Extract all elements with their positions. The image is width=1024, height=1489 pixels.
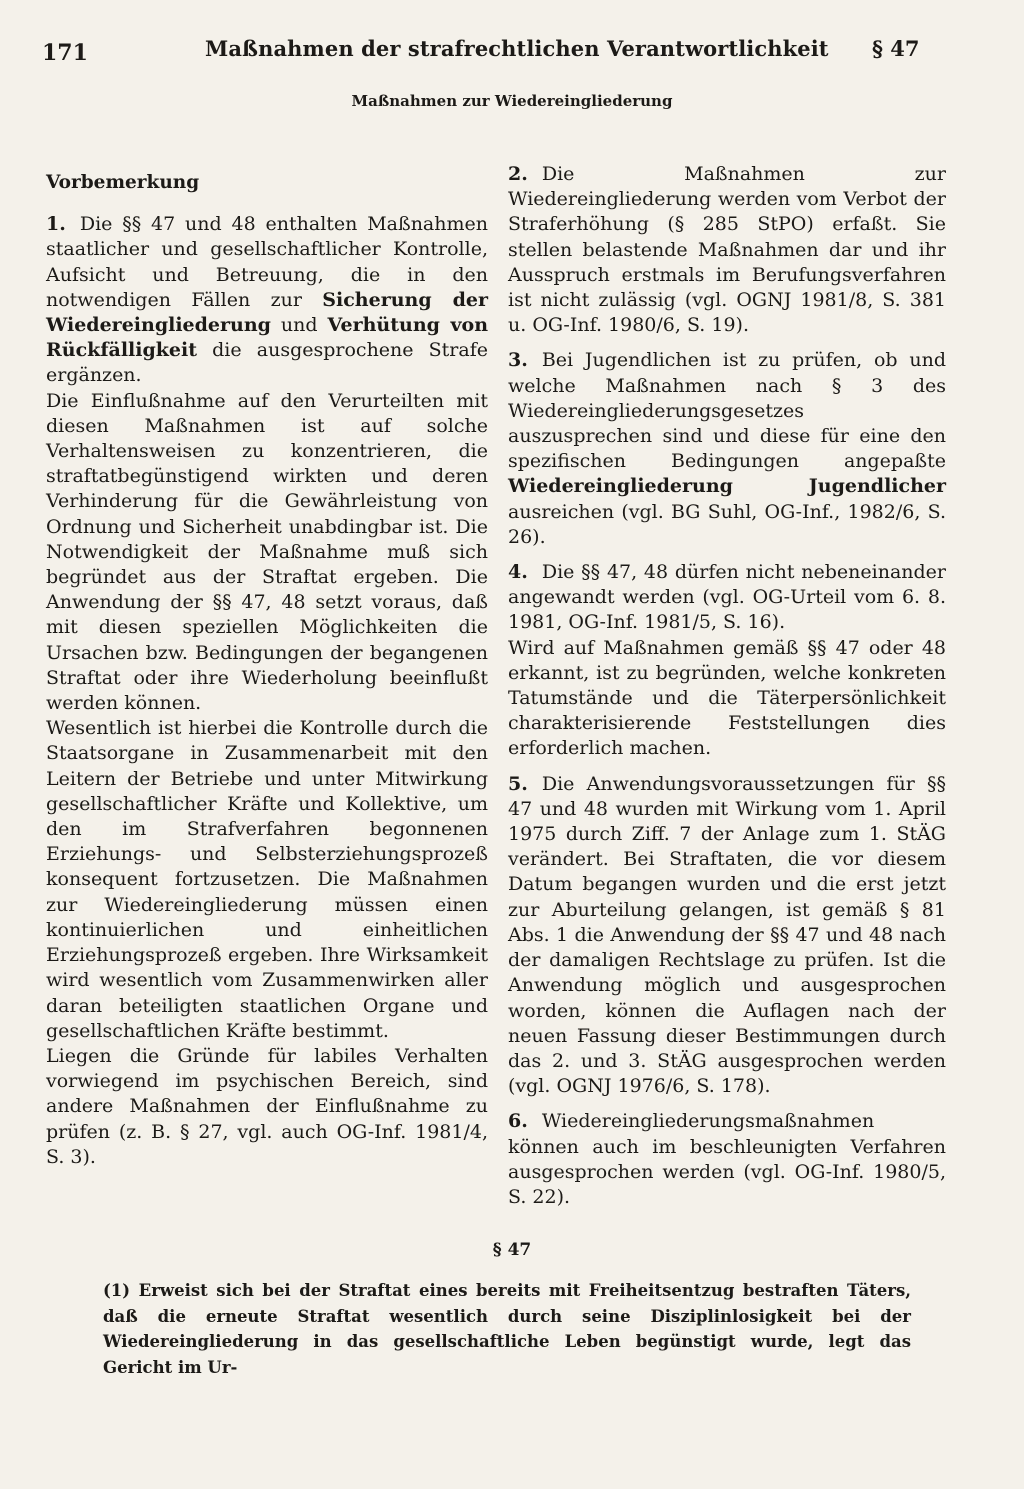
- text-run: Die Anwendungsvoraussetzungen für §§ 47 und 48 wurden mit Wirkung vom 1. April 1975 durch Ziff. 7 der Anlage zum 1. StÄG verändert. Bei Straftaten, die vor diesem Datum begangen wurden und die erst jetzt zur Aburteilung gelangen, ist gemäß § 81 Abs. 1 die Anwendung der §§ 47 und 48 nach der damaligen Rechtslage zu prüfen. Ist die Anwendung möglich und ausgesprochen worden, können die Auflagen nach der neuen Fassung dieser Bestimmungen durch das 2. und 3. StÄG ausgesprochen werden (vgl. OGNJ 1976/6, S. 178).: [508, 772, 946, 1098]
- paragraph-2: [508, 162, 946, 338]
- paragraph-number: 3.: [508, 349, 528, 372]
- right-column: [508, 162, 946, 1210]
- paragraph-number: 2.: [508, 163, 528, 185]
- section-mark: § 47: [872, 36, 920, 61]
- paragraph-influence: Die Einflußnahme auf den Verurteilten mit diesen Maßnahmen ist auf solche Verhaltensweisen zu konzentrieren, die straftatbegünstigend wirkten und deren Verhinderung für die Gewährleistung von Ordnung und Sicherheit unabdingbar ist. Die Notwendigkeit der Maßnahme muß sich begründet aus der Straftat ergeben. Die Anwendung der §§ 47, 48 setzt voraus, daß mit diesen speziellen Möglichkeiten die Ursachen bzw. Bedingungen der begangenen Straftat oder ihre Wiederholung beeinflußt werden können.: [46, 389, 488, 715]
- preface-heading: Vorbemerkung: [46, 172, 200, 193]
- paragraph-5: [508, 772, 946, 1100]
- paragraph-6: [508, 1109, 946, 1210]
- text-run: Wiedereingliederungsmaßnahmen können auch im beschleunigten Verfahren ausgesprochen werden (vgl. OG-Inf. 1980/5, S. 22).: [508, 1110, 946, 1208]
- paragraph-control: Wesentlich ist hierbei die Kontrolle durch die Staatsorgane in Zusammenarbeit mit den Leitern der Betriebe und unter Mitwirkung gesellschaftlicher Kräfte und Kollektive, um den im Strafverfahren begonnenen Erziehungs- und Selbsterziehungsprozeß konsequent fortzusetzen. Die Maßnahmen zur Wiedereingliederung müssen einen kontinuierlichen und einheitlichen Erziehungsprozeß ergeben. Ihre Wirksamkeit wird wesentlich vom Zusammenwirken aller daran beteiligten staatlichen Organe und gesellschaftlichen Kräfte bestimmt.: [46, 717, 488, 1042]
- law-paragraph-1: (1) Erweist sich bei der Straftat eines bereits mit Freiheitsentzug bestraften Täters, daß die erneute Straftat wesentlich durch seine Disziplinlosigkeit bei der Wiedereingliederung in das gesellschaftliche Leben begünstigt wurde, legt das Gericht im Ur-: [103, 1281, 911, 1377]
- bold-term: Verhütung von Rückfälligkeit: [46, 314, 489, 362]
- text-run: Die §§ 47, 48 dürfen nicht nebeneinander angewandt werden (vgl. OG-Urteil vom 6. 8. 1981, OG-Inf. 1981/5, S. 16).: [508, 561, 946, 634]
- paragraph-psychic: Liegen die Gründe für labiles Verhalten vorwiegend im psychischen Bereich, sind andere Maßnahmen der Einflußnahme zu prüfen (z. B. § 27, vgl. auch OG-Inf. 1981/4, S. 3).: [46, 1044, 488, 1168]
- subtitle: Maßnahmen zur Wiedereingliederung: [351, 92, 673, 110]
- law-section-heading: § 47: [492, 1240, 532, 1260]
- paragraph-number: 4.: [508, 561, 528, 584]
- text-run: Bei Jugendlichen ist zu prüfen, ob und welche Maßnahmen nach § 3 des Wiedereingliederungsgesetzes auszusprechen sind und diese für eine den spezifischen Bedingungen angepaßte: [508, 349, 946, 473]
- paragraph-4-continued: Wird auf Maßnahmen gemäß §§ 47 oder 48 erkannt, ist zu begründen, welche konkreten Tatumstände und die Täterpersönlichkeit charakterisierende Feststellungen dies erforderlich machen.: [508, 636, 946, 760]
- left-column: [46, 162, 488, 1170]
- paragraph-number: 1.: [46, 213, 66, 236]
- paragraph-4: [508, 560, 946, 636]
- bold-term: Sicherung der Wiedereingliederung: [46, 288, 488, 337]
- bold-term: Wiedereingliederung Jugendlicher: [508, 475, 946, 498]
- paragraph-number: 6.: [508, 1110, 528, 1133]
- text-run: die ausgesprochene Strafe ergänzen.: [46, 339, 488, 387]
- paragraph-3: [508, 348, 946, 550]
- page-number: 171: [42, 40, 88, 66]
- paragraph-1: [46, 212, 488, 388]
- text-run: Die §§ 47 und 48 enthalten Maßnahmen staatlicher und gesellschaftlicher Kontrolle, Aufsicht und Betreuung, die in den notwendigen Fällen zur: [46, 213, 488, 311]
- text-run: ausreichen (vgl. BG Suhl, OG-Inf., 1982/6, S. 26).: [508, 500, 946, 548]
- running-title: Maßnahmen der strafrechtlichen Verantwortlichkeit: [205, 36, 829, 61]
- text-run: und: [270, 314, 328, 337]
- paragraph-number: 5.: [508, 772, 528, 795]
- text-run: Die Maßnahmen zur Wiedereingliederung werden vom Verbot der Straferhöhung (§ 285 StPO) erfaßt. Sie stellen belastende Maßnahmen dar und ihr Ausspruch erstmals im Berufungsverfahren ist nicht zulässig (vgl. OGNJ 1981/8, S. 381 u. OG-Inf. 1980/6, S. 19).: [508, 163, 946, 337]
